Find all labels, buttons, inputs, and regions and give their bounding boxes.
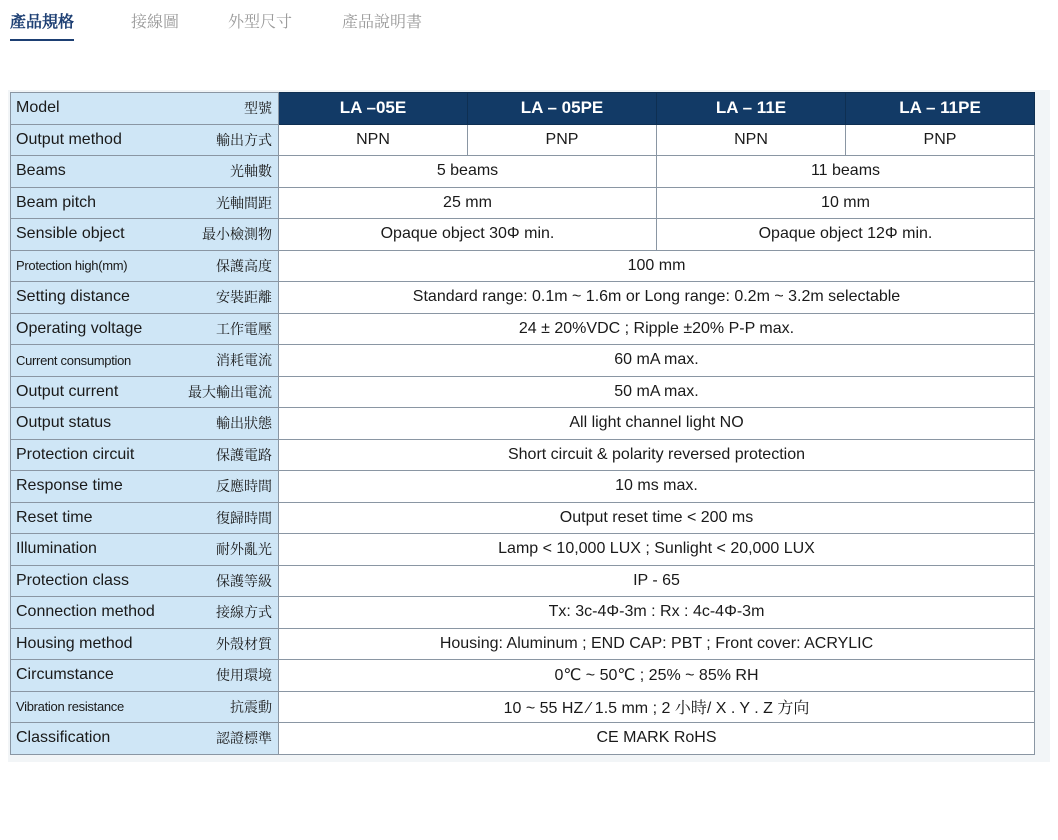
label-chinese: 保護等級	[216, 573, 272, 590]
row-label	[11, 628, 279, 660]
label-chinese: 工作電壓	[216, 321, 272, 338]
label-english: Illumination	[16, 540, 97, 558]
label-english: Classification	[16, 729, 111, 747]
model-header-cell: LA – 11PE	[846, 93, 1035, 125]
label-chinese: 最大輸出電流	[188, 384, 272, 401]
value-cell: CE MARK RoHS	[279, 723, 1035, 755]
label-chinese: 光軸數	[230, 164, 272, 181]
value-cell: 10 mm	[657, 187, 1035, 219]
label-english: Output current	[16, 382, 119, 400]
value-cell: PNP	[468, 124, 657, 156]
label-chinese: 消耗電流	[216, 353, 272, 370]
row-label	[11, 219, 279, 251]
row-label	[11, 723, 279, 755]
label-chinese: 使用環境	[216, 668, 272, 685]
label-chinese: 認證標準	[216, 731, 272, 748]
row-label	[11, 534, 279, 566]
label-chinese: 外殼材質	[216, 636, 272, 653]
value-cell: All light channel light NO	[279, 408, 1035, 440]
label-english: Vibration resistance	[16, 699, 124, 715]
table-row	[11, 660, 1035, 692]
table-row	[11, 376, 1035, 408]
row-label	[11, 93, 279, 125]
row-label	[11, 408, 279, 440]
table-row	[11, 628, 1035, 660]
row-label	[11, 187, 279, 219]
tab-product-specs[interactable]: 產品規格	[10, 9, 74, 41]
label-english: Circumstance	[16, 666, 114, 684]
value-cell: 100 mm	[279, 250, 1035, 282]
label-chinese: 保護電路	[216, 447, 272, 464]
row-label	[11, 471, 279, 503]
tab-wiring-diagram[interactable]: 接線圖	[131, 12, 180, 31]
table-row	[11, 313, 1035, 345]
value-cell: Tx: 3c-4Φ-3m : Rx : 4c-4Φ-3m	[279, 597, 1035, 629]
value-cell: Housing: Aluminum ; END CAP: PBT ; Front cover: ACRYLIC	[279, 628, 1035, 660]
label-english: Operating voltage	[16, 319, 143, 337]
label-chinese: 最小檢測物	[202, 227, 272, 244]
table-row	[11, 597, 1035, 629]
value-cell: 60 mA max.	[279, 345, 1035, 377]
row-label	[11, 565, 279, 597]
label-chinese: 復歸時間	[216, 510, 272, 527]
table-row	[11, 439, 1035, 471]
value-cell: 10 ms max.	[279, 471, 1035, 503]
label-english: Protection high(mm)	[16, 258, 128, 274]
label-english: Reset time	[16, 508, 93, 526]
row-label	[11, 124, 279, 156]
spec-sheet	[8, 90, 1050, 762]
label-english: Current consumption	[16, 352, 131, 368]
value-cell: Opaque object 12Φ min.	[657, 219, 1035, 251]
value-cell: 5 beams	[279, 156, 657, 188]
table-row	[11, 691, 1035, 723]
label-chinese: 反應時間	[216, 479, 272, 496]
table-row	[11, 282, 1035, 314]
row-label	[11, 250, 279, 282]
spec-table	[10, 92, 1035, 755]
label-english: Output status	[16, 414, 112, 432]
label-chinese: 保護高度	[216, 258, 272, 275]
table-row	[11, 345, 1035, 377]
model-header-cell: LA – 11E	[657, 93, 846, 125]
row-label	[11, 345, 279, 377]
table-row	[11, 124, 1035, 156]
row-label	[11, 282, 279, 314]
label-english: Beams	[16, 162, 66, 180]
label-english: Protection circuit	[16, 445, 135, 463]
value-cell: PNP	[846, 124, 1035, 156]
row-label	[11, 502, 279, 534]
value-cell: Lamp < 10,000 LUX ; Sunlight < 20,000 LUX	[279, 534, 1035, 566]
row-label	[11, 156, 279, 188]
value-cell: Short circuit & polarity reversed protection	[279, 439, 1035, 471]
table-row	[11, 534, 1035, 566]
value-cell: 24 ± 20%VDC ; Ripple ±20% P-P max.	[279, 313, 1035, 345]
label-english: Output method	[16, 130, 122, 148]
label-english: Sensible object	[16, 225, 125, 243]
table-row	[11, 219, 1035, 251]
value-cell: 11 beams	[657, 156, 1035, 188]
table-row	[11, 250, 1035, 282]
label-english: Model	[16, 99, 60, 117]
tab-bar	[0, 0, 1058, 44]
label-english: Setting distance	[16, 288, 130, 306]
row-label	[11, 439, 279, 471]
tab-dimensions[interactable]: 外型尺寸	[228, 12, 293, 31]
label-chinese: 光軸間距	[216, 195, 272, 212]
table-row	[11, 502, 1035, 534]
row-label	[11, 660, 279, 692]
row-label	[11, 376, 279, 408]
label-chinese: 輸出狀態	[216, 416, 272, 433]
table-row	[11, 471, 1035, 503]
label-chinese: 安裝距離	[216, 290, 272, 307]
model-header-cell: LA – 05PE	[468, 93, 657, 125]
table-header-row	[11, 93, 1035, 125]
label-chinese: 接線方式	[216, 605, 272, 622]
table-row	[11, 156, 1035, 188]
model-header-cell: LA –05E	[279, 93, 468, 125]
value-cell: Opaque object 30Φ min.	[279, 219, 657, 251]
value-cell: NPN	[657, 124, 846, 156]
value-cell: Output reset time < 200 ms	[279, 502, 1035, 534]
table-row	[11, 565, 1035, 597]
value-cell: NPN	[279, 124, 468, 156]
value-cell: 10 ~ 55 HZ ⁄ 1.5 mm ; 2 小時/ X . Y . Z 方向	[279, 691, 1035, 723]
tab-manual[interactable]: 產品說明書	[342, 12, 423, 31]
table-row	[11, 187, 1035, 219]
label-chinese: 輸出方式	[216, 132, 272, 149]
label-english: Connection method	[16, 603, 155, 621]
label-english: Beam pitch	[16, 193, 97, 211]
table-row	[11, 723, 1035, 755]
label-english: Housing method	[16, 634, 133, 652]
row-label	[11, 313, 279, 345]
row-label	[11, 691, 279, 723]
label-chinese: 抗震動	[230, 699, 272, 716]
label-chinese: 耐外亂光	[216, 542, 272, 559]
label-chinese: 型號	[244, 101, 272, 118]
value-cell: 25 mm	[279, 187, 657, 219]
label-english: Response time	[16, 477, 123, 495]
label-english: Protection class	[16, 571, 129, 589]
value-cell: Standard range: 0.1m ~ 1.6m or Long range: 0.2m ~ 3.2m selectable	[279, 282, 1035, 314]
value-cell: 50 mA max.	[279, 376, 1035, 408]
row-label	[11, 597, 279, 629]
value-cell: IP - 65	[279, 565, 1035, 597]
table-row	[11, 408, 1035, 440]
value-cell: 0℃ ~ 50℃ ; 25% ~ 85% RH	[279, 660, 1035, 692]
